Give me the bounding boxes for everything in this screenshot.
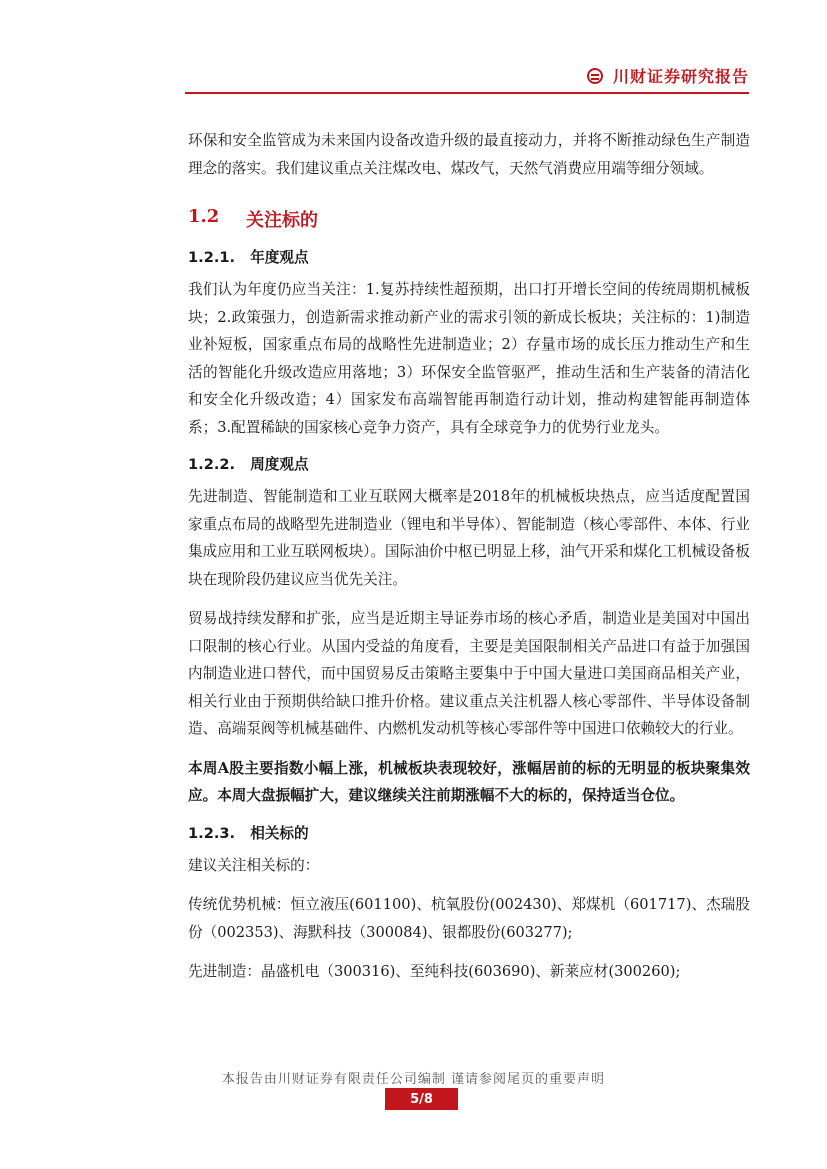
weekly-view-paragraph-1: 先进制造、智能制造和工业互联网大概率是2018年的机械板块热点，应当适度配置国家重点布局的战略型先进制造业（锂电和半导体）、智能制造（核心零部件、本体、行业集成应用和工业互联网板块）。国际油价中枢已明显上移，油气开采和煤化工机械设备板块在现阶段仍建议应当优先关注。 [188,488,750,588]
section-heading-1-2 [188,206,750,232]
header-divider [185,92,749,94]
weekly-view-paragraph-2: 贸易战持续发酵和扩张，应当是近期主导证券市场的核心矛盾，制造业是美国对中国出口限制的核心行业。从国内受益的角度看，主要是美国限制相关产品进口有益于加强国内制造业进口替代，而中国贸易反击策略主要集中于中国大量进口美国商品相关产业，相关行业由于预期供给缺口推升价格。建议重点关注机器人核心零部件、半导体设备制造、高端泵阀等机械基础件、内燃机发动机等核心零部件等中国进口依赖较大的行业。 [188,610,750,737]
subsection-title: 年度观点 [250,249,309,266]
subsection-number: 1.2.2. [188,456,236,473]
subsection-number: 1.2.3. [188,824,236,842]
subsection-heading-related [188,822,750,846]
related-intro: 建议关注相关标的： [188,856,320,874]
company-logo-icon [587,68,603,84]
section-number: 1.2 [188,206,220,227]
subsection-heading-weekly [188,453,750,477]
related-traditional: 传统优势机械：恒立液压(601100)、杭氧股份(002430)、郑煤机（601717)、杰瑞股份（002353)、海默科技（300084)、银都股份(603277); [188,896,750,941]
subsection-title: 相关标的 [250,824,309,842]
section-title: 关注标的 [246,210,318,231]
page-number: 5/8 [385,1088,458,1110]
related-advanced: 先进制造：晶盛机电（300316)、至纯科技(603690)、新莱应材(300260); [188,963,681,980]
subsection-heading-annual [188,246,750,270]
intro-paragraph: 环保和安全监管成为未来国内设备改造升级的最直接动力，并将不断推动绿色生产制造理念的落实。我们建议重点关注煤改电、煤改气，天然气消费应用端等细分领域。 [188,132,750,177]
annual-view-paragraph: 我们认为年度仍应当关注：1.复苏持续性超预期，出口打开增长空间的传统周期机械板块；2.政策强力，创造新需求推动新产业的需求引领的新成长板块；关注标的：1)制造业补短板，国家重点布局的战略性先进制造业；2）存量市场的成长压力推动生产和生活的智能化升级改造应用落地；3）环保安全监管驱严，推动生活和生产装备的清洁化和安全化升级改造；4）国家发布高端智能再制造行动计划，推动构建智能再制造体系；3.配置稀缺的国家核心竞争力资产，具有全球竞争力的优势行业龙头。 [188,281,750,436]
brand-title: 川财证券研究报告 [612,67,749,86]
weekly-view-paragraph-3: 本周A股主要指数小幅上涨，机械板块表现较好，涨幅居前的标的无明显的板块聚集效应。本周大盘振幅扩大，建议继续关注前期涨幅不大的标的，保持适当仓位。 [188,759,750,804]
document-body [188,127,750,986]
subsection-number: 1.2.1. [188,249,236,266]
subsection-title: 周度观点 [250,456,309,473]
header-brand [587,64,749,87]
footer-disclaimer: 本报告由川财证券有限责任公司编制 谨请参阅尾页的重要声明 [221,1072,606,1087]
